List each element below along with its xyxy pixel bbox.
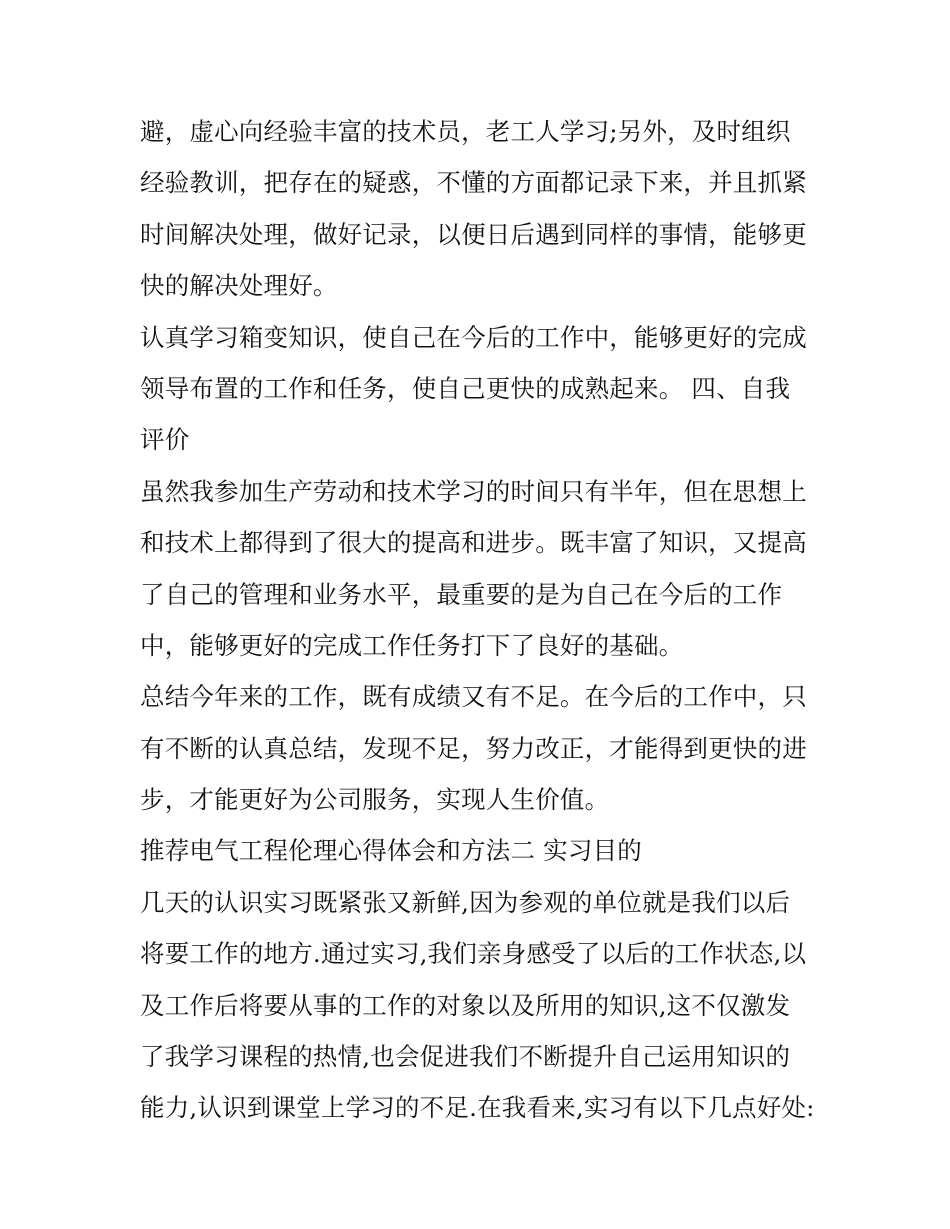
text-line: 评价: [140, 425, 190, 455]
text-line: 步，才能更好为公司服务，实现人生价值。: [140, 785, 610, 815]
text-line: 和技术上都得到了很大的提高和进步。既丰富了知识，又提高: [140, 528, 807, 558]
text-line: 认真学习箱变知识，使自己在今后的工作中，能够更好的完成: [140, 322, 807, 352]
text-line: 时间解决处理，做好记录，以便日后遇到同样的事情，能够更: [140, 219, 807, 249]
text-line: 经验教训，把存在的疑惑，不懂的方面都记录下来，并且抓紧: [140, 168, 807, 198]
text-line: 及工作后将要从事的工作的对象以及所用的知识,这不仅激发: [140, 990, 791, 1020]
text-line: 中，能够更好的完成工作任务打下了良好的基础。: [140, 630, 684, 660]
text-line: 能力,认识到课堂上学习的不足.在我看来,实习有以下几点好处:: [140, 1093, 815, 1123]
text-line: 总结今年来的工作，既有成绩又有不足。在今后的工作中，只: [140, 682, 807, 712]
text-line: 将要工作的地方.通过实习,我们亲身感受了以后的工作状态,以: [140, 939, 807, 969]
text-line: 了自己的管理和业务水平，最重要的是为自己在今后的工作: [140, 579, 783, 609]
text-line: 了我学习课程的热情,也会促进我们不断提升自己运用知识的: [140, 1042, 791, 1072]
text-line: 领导布置的工作和任务，使自己更快的成熟起来。 四、自我: [140, 373, 791, 403]
text-line: 有不断的认真总结，发现不足，努力改正，才能得到更快的进: [140, 733, 807, 763]
text-line: 避，虚心向经验丰富的技术员，老工人学习;另外，及时组织: [140, 117, 791, 146]
section-heading: 推荐电气工程伦理心得体会和方法二 实习目的: [140, 836, 642, 866]
text-line: 虽然我参加生产劳动和技术学习的时间只有半年，但在思想上: [140, 476, 807, 506]
text-line: 快的解决处理好。: [140, 271, 338, 301]
text-line: 几天的认识实习既紧张又新鲜,因为参观的单位就是我们以后: [140, 887, 791, 917]
document-body: [140, 106, 830, 1134]
